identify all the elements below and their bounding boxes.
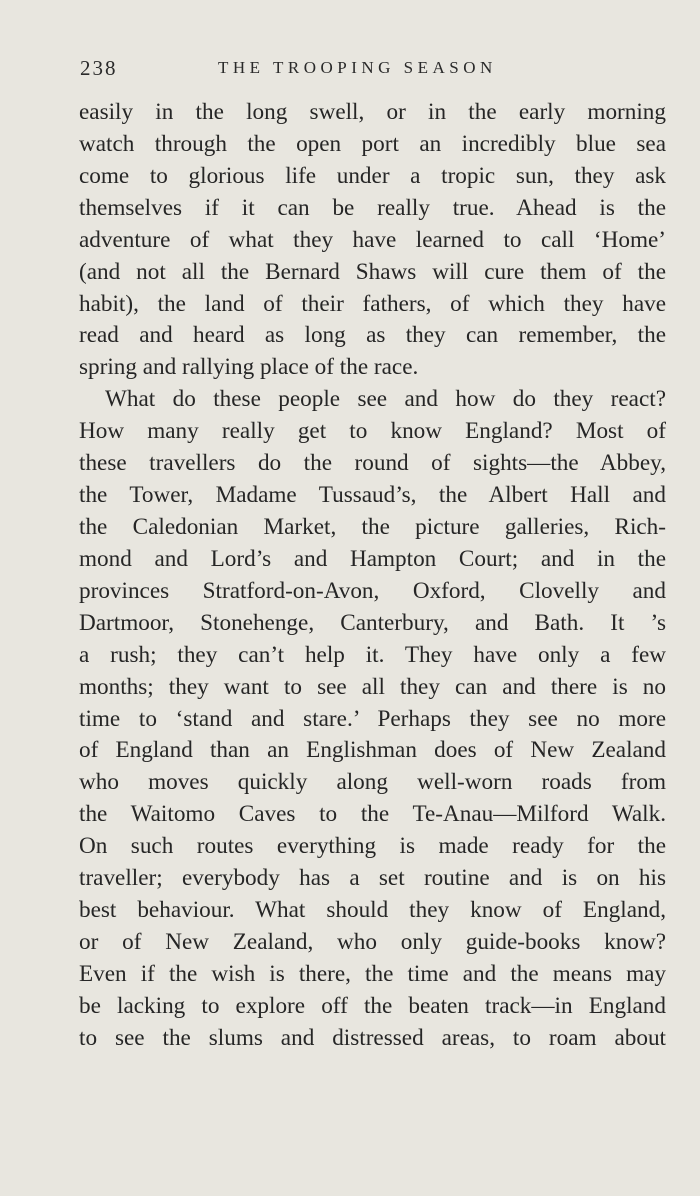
text-line: adventure of what they have learned to call ‘Home’ xyxy=(79,226,666,253)
body-text xyxy=(79,97,666,1055)
text-line: Even if the wish is there, the time and the means may xyxy=(79,960,666,987)
text-line: read and heard as long as they can remember, the xyxy=(79,322,666,349)
text-line: watch through the open port an incredibly blue sea xyxy=(79,130,666,157)
text-line: easily in the long swell, or in the early morning xyxy=(79,99,666,125)
text-line: habit), the land of their fathers, of which they have xyxy=(79,290,666,317)
text-line: months; they want to see all they can and there is no xyxy=(79,673,666,700)
text-line: themselves if it can be really true. Ahead is the xyxy=(79,194,666,221)
text-line: to see the slums and distressed areas, to roam about xyxy=(79,1024,666,1051)
text-line: the Tower, Madame Tussaud’s, the Albert Hall and xyxy=(79,482,666,509)
text-line: traveller; everybody has a set routine and is on his xyxy=(79,865,666,892)
text-line: a rush; they can’t help it. They have only a few xyxy=(79,641,666,668)
text-line: On such routes everything is made ready for the xyxy=(79,833,666,860)
text-line: the Caledonian Market, the picture galleries, Rich- xyxy=(79,513,666,540)
text-line: or of New Zealand, who only guide-books know? xyxy=(79,928,666,955)
running-head xyxy=(80,56,620,82)
text-line: these travellers do the round of sights—the Abbey, xyxy=(79,450,666,477)
text-line: time to ‘stand and stare.’ Perhaps they see no more xyxy=(79,705,666,732)
text-line: (and not all the Bernard Shaws will cure them of the xyxy=(79,258,666,285)
text-line: come to glorious life under a tropic sun, they ask xyxy=(79,162,666,189)
paragraph-first-line: What do these people see and how do they react? xyxy=(105,386,666,413)
paragraph-end-line: spring and rallying place of the race. xyxy=(79,354,419,381)
text-line: of England than an Englishman does of New Zealand xyxy=(79,737,666,764)
text-line: mond and Lord’s and Hampton Court; and in the xyxy=(79,545,666,572)
text-line: Dartmoor, Stonehenge, Canterbury, and Bath. It ’s xyxy=(79,609,666,636)
page-number: 238 xyxy=(80,56,118,80)
text-line: who moves quickly along well-worn roads from xyxy=(79,769,666,796)
text-line: best behaviour. What should they know of England, xyxy=(79,897,666,924)
running-title: THE TROOPING SEASON xyxy=(218,58,497,77)
text-line: the Waitomo Caves to the Te-Anau—Milford Walk. xyxy=(79,801,666,828)
text-line: How many really get to know England? Most of xyxy=(79,418,666,445)
text-line: provinces Stratford-on-Avon, Oxford, Clovelly and xyxy=(79,577,666,604)
text-line: be lacking to explore off the beaten track—in England xyxy=(79,992,666,1019)
